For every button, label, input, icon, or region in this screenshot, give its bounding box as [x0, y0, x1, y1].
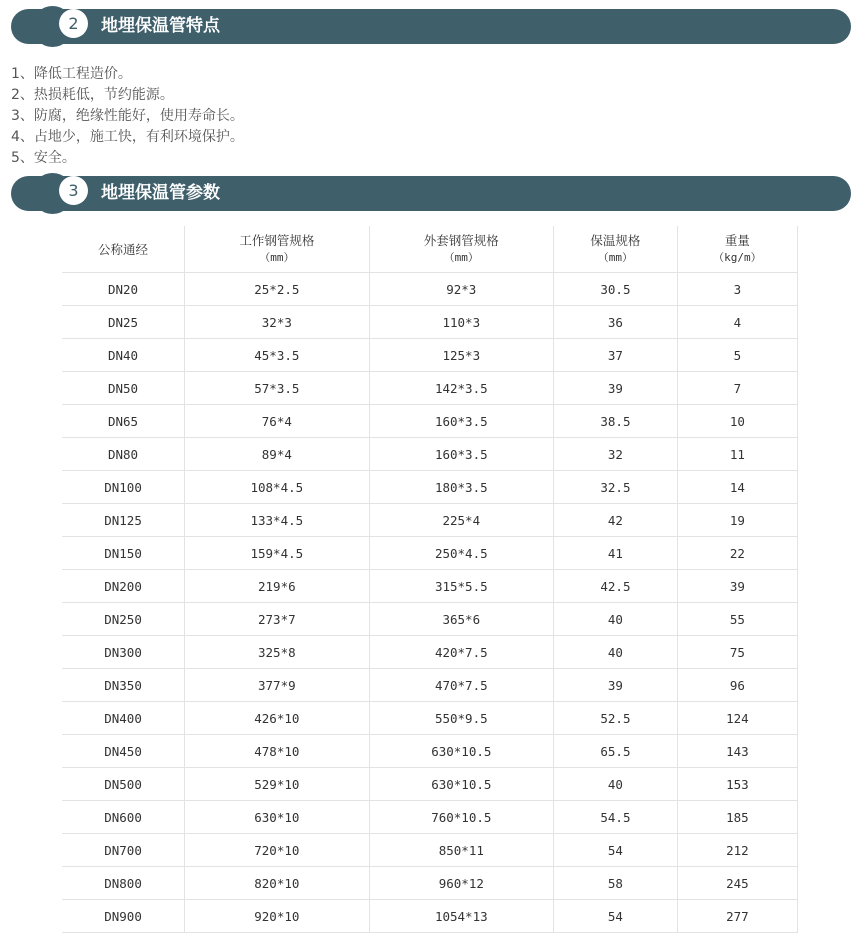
cell-working-pipe: 426*10: [185, 702, 369, 735]
cell-working-pipe: 529*10: [185, 768, 369, 801]
cell-insulation: 40: [554, 636, 678, 669]
section-header-features: [11, 9, 851, 44]
cell-weight: 153: [677, 768, 797, 801]
header-insulation: [554, 226, 678, 273]
cell-casing-pipe: 960*12: [369, 867, 553, 900]
header-label: 公称通经: [98, 241, 149, 257]
table-row: [62, 438, 798, 471]
cell-weight: 124: [677, 702, 797, 735]
cell-nominal-diameter: DN450: [62, 735, 185, 768]
table-row: [62, 867, 798, 900]
cell-nominal-diameter: DN25: [62, 306, 185, 339]
cell-working-pipe: 57*3.5: [185, 372, 369, 405]
table-row: [62, 339, 798, 372]
cell-insulation: 54.5: [554, 801, 678, 834]
feature-item: 5、安全。: [11, 150, 76, 166]
cell-casing-pipe: 630*10.5: [369, 735, 553, 768]
cell-casing-pipe: 1054*13: [369, 900, 553, 933]
cell-casing-pipe: 180*3.5: [369, 471, 553, 504]
cell-casing-pipe: 550*9.5: [369, 702, 553, 735]
cell-casing-pipe: 92*3: [369, 273, 553, 306]
table-row: [62, 669, 798, 702]
feature-item: 4、占地少，施工快，有利环境保护。: [11, 129, 244, 145]
cell-nominal-diameter: DN200: [62, 570, 185, 603]
section-title: 地埋保温管参数: [101, 183, 220, 203]
cell-weight: 55: [677, 603, 797, 636]
cell-insulation: 58: [554, 867, 678, 900]
header-label: 重量: [724, 233, 750, 248]
cell-weight: 75: [677, 636, 797, 669]
cell-insulation: 37: [554, 339, 678, 372]
table-row: [62, 372, 798, 405]
cell-casing-pipe: 760*10.5: [369, 801, 553, 834]
cell-nominal-diameter: DN300: [62, 636, 185, 669]
feature-item: 2、热损耗低，节约能源。: [11, 87, 174, 103]
header-unit: （mm）: [259, 251, 295, 264]
header-unit: （mm）: [443, 251, 479, 264]
cell-weight: 143: [677, 735, 797, 768]
cell-nominal-diameter: DN800: [62, 867, 185, 900]
cell-weight: 5: [677, 339, 797, 372]
cell-weight: 39: [677, 570, 797, 603]
cell-nominal-diameter: DN500: [62, 768, 185, 801]
cell-working-pipe: 273*7: [185, 603, 369, 636]
cell-casing-pipe: 160*3.5: [369, 438, 553, 471]
cell-working-pipe: 45*3.5: [185, 339, 369, 372]
header-unit: （mm）: [597, 251, 634, 264]
table-row: [62, 603, 798, 636]
cell-weight: 11: [677, 438, 797, 471]
cell-casing-pipe: 142*3.5: [369, 372, 553, 405]
cell-nominal-diameter: DN900: [62, 900, 185, 933]
cell-working-pipe: 377*9: [185, 669, 369, 702]
table-row: [62, 900, 798, 933]
table-row: [62, 570, 798, 603]
cell-nominal-diameter: DN700: [62, 834, 185, 867]
section-number: 2: [59, 9, 88, 38]
spec-table: [62, 226, 798, 933]
cell-nominal-diameter: DN100: [62, 471, 185, 504]
cell-weight: 10: [677, 405, 797, 438]
cell-weight: 3: [677, 273, 797, 306]
cell-weight: 14: [677, 471, 797, 504]
table-row: [62, 306, 798, 339]
cell-weight: 19: [677, 504, 797, 537]
cell-insulation: 42.5: [554, 570, 678, 603]
cell-working-pipe: 820*10: [185, 867, 369, 900]
header-nominal-diameter: [62, 226, 185, 273]
table-row: [62, 537, 798, 570]
table-row: [62, 702, 798, 735]
feature-list: [11, 64, 244, 169]
cell-working-pipe: 920*10: [185, 900, 369, 933]
table-header-row: [62, 226, 798, 273]
cell-working-pipe: 108*4.5: [185, 471, 369, 504]
header-label: 外套钢管规格: [423, 233, 499, 248]
cell-nominal-diameter: DN150: [62, 537, 185, 570]
header-label: 保温规格: [590, 233, 641, 248]
cell-insulation: 40: [554, 603, 678, 636]
table-row: [62, 405, 798, 438]
cell-nominal-diameter: DN600: [62, 801, 185, 834]
cell-insulation: 39: [554, 669, 678, 702]
cell-nominal-diameter: DN80: [62, 438, 185, 471]
cell-working-pipe: 159*4.5: [185, 537, 369, 570]
cell-insulation: 39: [554, 372, 678, 405]
cell-insulation: 52.5: [554, 702, 678, 735]
cell-nominal-diameter: DN350: [62, 669, 185, 702]
header-casing-pipe: [369, 226, 553, 273]
cell-casing-pipe: 630*10.5: [369, 768, 553, 801]
cell-casing-pipe: 250*4.5: [369, 537, 553, 570]
cell-nominal-diameter: DN250: [62, 603, 185, 636]
table-row: [62, 834, 798, 867]
table-row: [62, 735, 798, 768]
section-header-params: [11, 176, 851, 211]
cell-nominal-diameter: DN125: [62, 504, 185, 537]
feature-item: 3、防腐，绝缘性能好，使用寿命长。: [11, 108, 244, 124]
cell-working-pipe: 89*4: [185, 438, 369, 471]
cell-insulation: 65.5: [554, 735, 678, 768]
cell-casing-pipe: 110*3: [369, 306, 553, 339]
cell-weight: 96: [677, 669, 797, 702]
header-working-pipe: [185, 226, 369, 273]
cell-working-pipe: 219*6: [185, 570, 369, 603]
cell-insulation: 32.5: [554, 471, 678, 504]
cell-insulation: 42: [554, 504, 678, 537]
table-row: [62, 471, 798, 504]
cell-working-pipe: 478*10: [185, 735, 369, 768]
table-row: [62, 768, 798, 801]
cell-casing-pipe: 315*5.5: [369, 570, 553, 603]
cell-nominal-diameter: DN40: [62, 339, 185, 372]
cell-weight: 212: [677, 834, 797, 867]
cell-working-pipe: 325*8: [185, 636, 369, 669]
table-row: [62, 504, 798, 537]
cell-nominal-diameter: DN400: [62, 702, 185, 735]
cell-weight: 22: [677, 537, 797, 570]
cell-working-pipe: 133*4.5: [185, 504, 369, 537]
cell-nominal-diameter: DN65: [62, 405, 185, 438]
section-number: 3: [59, 176, 88, 205]
cell-working-pipe: 25*2.5: [185, 273, 369, 306]
cell-insulation: 32: [554, 438, 678, 471]
cell-insulation: 54: [554, 834, 678, 867]
cell-weight: 4: [677, 306, 797, 339]
cell-working-pipe: 76*4: [185, 405, 369, 438]
section-number-ring: [32, 6, 79, 47]
header-weight: [677, 226, 797, 273]
cell-casing-pipe: 225*4: [369, 504, 553, 537]
cell-working-pipe: 720*10: [185, 834, 369, 867]
section-title: 地埋保温管特点: [101, 16, 220, 36]
table-row: [62, 801, 798, 834]
cell-casing-pipe: 420*7.5: [369, 636, 553, 669]
cell-working-pipe: 32*3: [185, 306, 369, 339]
cell-casing-pipe: 850*11: [369, 834, 553, 867]
cell-casing-pipe: 365*6: [369, 603, 553, 636]
table-body: [62, 273, 798, 933]
cell-insulation: 30.5: [554, 273, 678, 306]
cell-weight: 185: [677, 801, 797, 834]
cell-nominal-diameter: DN20: [62, 273, 185, 306]
cell-weight: 277: [677, 900, 797, 933]
cell-casing-pipe: 470*7.5: [369, 669, 553, 702]
cell-insulation: 38.5: [554, 405, 678, 438]
cell-casing-pipe: 160*3.5: [369, 405, 553, 438]
cell-nominal-diameter: DN50: [62, 372, 185, 405]
header-unit: （kg/m）: [713, 251, 762, 264]
cell-weight: 245: [677, 867, 797, 900]
cell-insulation: 40: [554, 768, 678, 801]
section-number-ring: [32, 173, 79, 214]
cell-weight: 7: [677, 372, 797, 405]
cell-working-pipe: 630*10: [185, 801, 369, 834]
cell-casing-pipe: 125*3: [369, 339, 553, 372]
table-row: [62, 636, 798, 669]
cell-insulation: 54: [554, 900, 678, 933]
header-label: 工作钢管规格: [239, 233, 315, 248]
cell-insulation: 36: [554, 306, 678, 339]
feature-item: 1、降低工程造价。: [11, 66, 132, 82]
cell-insulation: 41: [554, 537, 678, 570]
table-row: [62, 273, 798, 306]
